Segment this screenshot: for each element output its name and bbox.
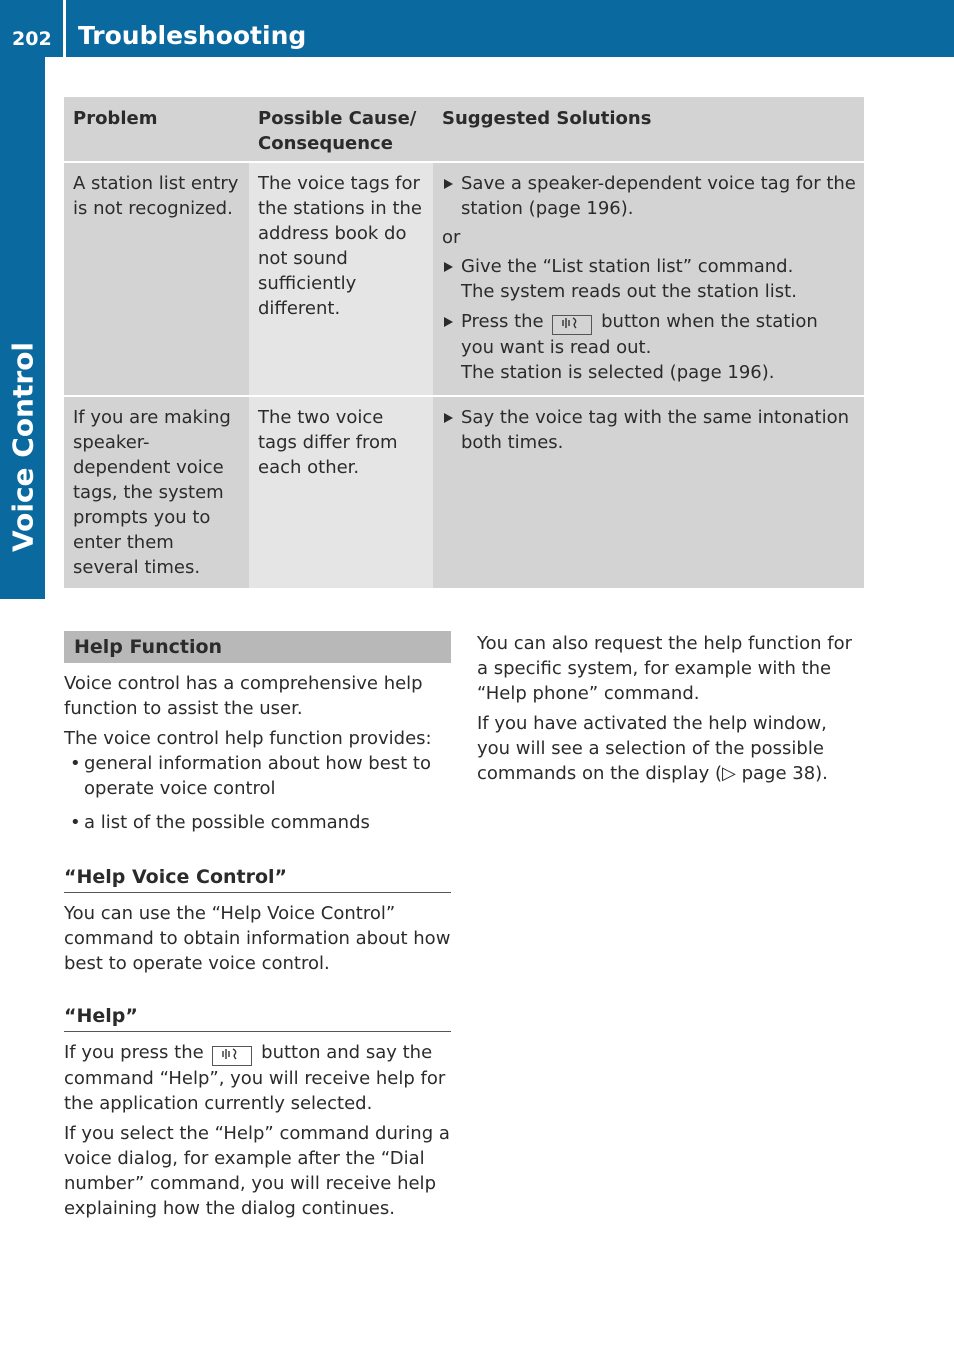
solutions-cell: [433, 162, 864, 396]
cause-cell: The two voice tags differ from each other.: [249, 396, 433, 588]
right-column: [477, 631, 864, 786]
left-column: [64, 631, 451, 1221]
right-paragraph: If you have activated the help window, you will see a selection of the possible commands on the display (▷ page 38).: [477, 713, 828, 784]
help-voice-control-heading: “Help Voice Control”: [64, 865, 451, 893]
help-function-intro: Voice control has a comprehensive help function to assist the user.: [64, 673, 423, 719]
page-number: 202: [12, 28, 52, 50]
cause-cell: The voice tags for the stations in the address book do not sound sufficiently different.: [249, 162, 433, 396]
table-row: [64, 162, 864, 396]
problem-cell: A station list entry is not recognized.: [64, 162, 249, 396]
solution-step: [442, 405, 856, 455]
triangle-right-icon: [444, 413, 453, 423]
column-header-problem: Problem: [64, 97, 249, 162]
triangle-right-icon: [444, 262, 453, 272]
triangle-right-icon: [444, 179, 453, 189]
solution-result-text: The station is selected (page 196).: [461, 362, 775, 383]
solution-step: [442, 254, 856, 304]
help-paragraph-text: If you press the: [64, 1042, 204, 1063]
help-heading: “Help”: [64, 1004, 451, 1032]
header-divider: [63, 0, 66, 57]
help-paragraph: If you select the “Help” command during a voice dialog, for example after the “Dial number” command, you will receive help explaining how the dialog continues.: [64, 1123, 450, 1219]
section-title: Troubleshooting: [78, 21, 307, 50]
bullet-mark: •: [70, 753, 81, 774]
triangle-right-icon: [444, 317, 453, 327]
solution-step-text: Press the: [461, 311, 544, 332]
help-paragraph: [64, 1040, 451, 1116]
list-item-text: a list of the possible commands: [84, 812, 370, 833]
help-function-provides: The voice control help function provides:: [64, 728, 432, 749]
help-voice-control-text: You can use the “Help Voice Control” command to obtain information about how best to operate voice control.: [64, 903, 451, 974]
side-tab: [0, 57, 45, 599]
table-header-row: [64, 97, 864, 162]
column-header-solutions: Suggested Solutions: [433, 97, 864, 162]
column-header-cause: Possible Cause/ Consequence: [249, 97, 433, 162]
or-text: or: [442, 227, 461, 248]
list-item: [64, 810, 451, 835]
solution-step-text: Say the voice tag with the same intonation both times.: [461, 407, 849, 453]
voice-control-button-icon: [552, 315, 592, 335]
table-row: [64, 396, 864, 588]
troubleshooting-table: [64, 97, 864, 588]
side-tab-label: Voice Control: [6, 341, 39, 553]
solution-step: [442, 309, 856, 385]
list-item: [64, 751, 451, 801]
help-function-heading: Help Function: [64, 631, 451, 663]
problem-cell: If you are making speaker-dependent voice tags, the system prompts you to enter them several times.: [64, 396, 249, 588]
help-paragraph-text: button and say the command “Help”, you will receive help for the application currently selected.: [64, 1042, 446, 1114]
page-header: [0, 0, 954, 57]
list-item-text: general information about how best to operate voice control: [84, 753, 431, 799]
voice-control-button-icon: [212, 1046, 252, 1066]
solution-result-text: The system reads out the station list.: [461, 281, 797, 302]
solution-step: [442, 171, 856, 221]
solution-step-text: button when the station you want is read out.: [461, 311, 818, 358]
right-paragraph: You can also request the help function for a specific system, for example with the “Help phone” command.: [477, 633, 852, 704]
bullet-mark: •: [70, 812, 81, 833]
solution-step-text: Save a speaker-dependent voice tag for the station (page 196).: [461, 173, 856, 219]
solution-step-text: Give the “List station list” command.: [461, 256, 794, 277]
solutions-cell: [433, 396, 864, 588]
